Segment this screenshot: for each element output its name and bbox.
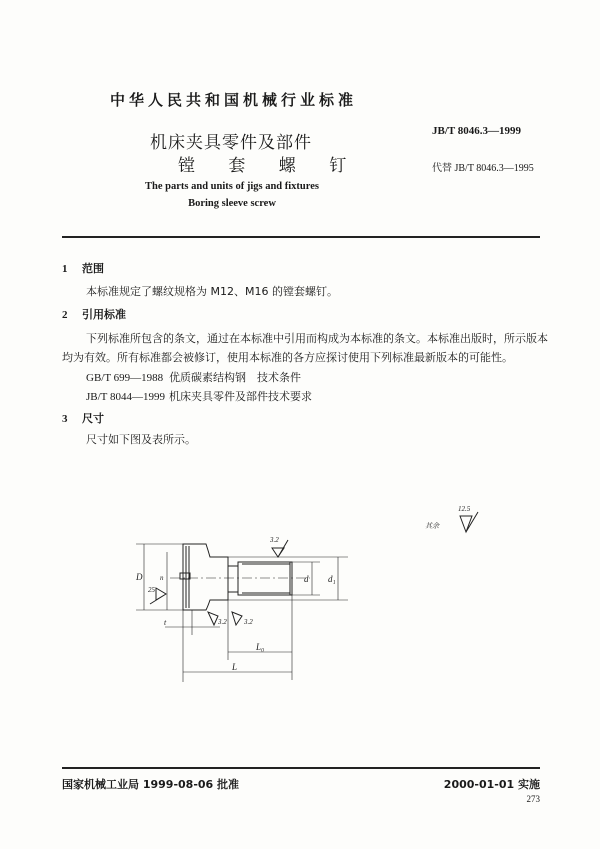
english-title: The parts and units of jigs and fixtures: [145, 181, 319, 192]
roughness-shoulder-value: 3.2: [244, 618, 253, 626]
dim-D-label: D: [136, 572, 143, 582]
section-number: 1: [62, 263, 68, 275]
section-number: 3: [62, 413, 68, 425]
reference-item: [86, 369, 301, 385]
dim-d-label: d: [304, 574, 309, 584]
document-title: 机床夹具零件及部件: [150, 133, 312, 153]
reference-title: 机床夹具零件及部件技术要求: [169, 390, 312, 403]
reference-item: [86, 388, 312, 404]
thread: [238, 562, 292, 595]
section-2-text-line1: 下列标准所包含的条文，通过在本标准中引用而构成为本标准的条文。本标准出版时，所示版本: [86, 332, 548, 345]
page-number: 273: [526, 794, 540, 804]
dim-n-label: n: [160, 574, 164, 582]
dim-t-label: t: [164, 618, 167, 627]
header-divider: [62, 236, 540, 238]
section-title: 范围: [82, 262, 104, 275]
section-1-heading: [62, 260, 104, 276]
dim-L-label: L: [232, 662, 238, 672]
roughness-top-value: 3.2: [270, 536, 279, 544]
section-2-heading: [62, 306, 126, 322]
roughness-symbol: [460, 512, 478, 532]
section-title: 引用标准: [82, 308, 126, 321]
dim-L0-label: L₀: [256, 642, 265, 652]
section-1-text: 本标准规定了螺纹规格为 M12、M16 的镗套螺钉。: [86, 285, 338, 298]
section-number: 2: [62, 309, 68, 321]
footer-divider: [62, 767, 540, 769]
screw-drawing: [120, 500, 500, 690]
section-3-text: 尺寸如下图及表所示。: [86, 433, 196, 446]
rest-label: 其余: [425, 522, 439, 530]
english-subtitle: Boring sleeve screw: [188, 198, 276, 209]
dim-d1-label: d₁: [328, 574, 336, 584]
section-title: 尺寸: [82, 412, 104, 425]
reference-code: GB/T 699—1988: [86, 372, 164, 384]
roughness-head-value: 3.2: [218, 618, 227, 626]
roughness-slot-value: 25: [148, 586, 155, 594]
standard-code: JB/T 8046.3—1999: [432, 125, 522, 137]
reference-code: JB/T 8044—1999: [86, 391, 165, 403]
issuing-organization: 中华人民共和国机械行业标准: [110, 91, 358, 109]
rest-roughness-value: 12.5: [458, 505, 471, 513]
document-subtitle: 镗 套 螺 钉: [178, 156, 361, 176]
section-3-heading: [62, 410, 104, 426]
reference-title: 优质碳素结构钢 技术条件: [169, 371, 301, 384]
replaces-standard: 代替 JB/T 8046.3—1995: [432, 163, 534, 174]
section-2-text-line2: 均为有效。所有标准都会被修订，使用本标准的各方应探讨使用下列标准最新版本的可能性。: [62, 351, 513, 364]
approval-info: 国家机械工业局 1999-08-06 批准: [62, 778, 240, 791]
effective-date: 2000-01-01 实施: [443, 778, 540, 791]
